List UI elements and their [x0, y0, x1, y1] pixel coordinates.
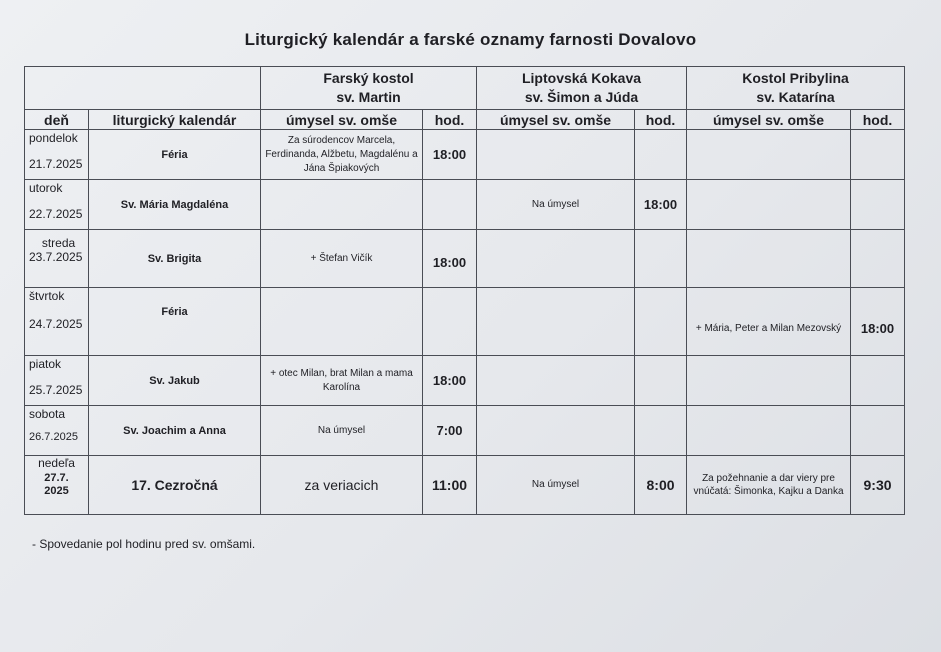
time-cell: 18:00 [423, 230, 477, 288]
day-cell: nedeľa 27.7. 2025 [25, 456, 89, 515]
intention-cell [687, 356, 851, 406]
intention-cell [477, 406, 635, 456]
time-cell: 18:00 [851, 288, 905, 356]
calendar-cell: Féria [89, 288, 261, 356]
calendar-cell: Sv. Brigita [89, 230, 261, 288]
day-cell: streda 23.7.2025 [25, 230, 89, 288]
day-cell: pondelok 21.7.2025 [25, 130, 89, 180]
col-intention-1: úmysel sv. omše [261, 110, 423, 130]
intention-cell [687, 406, 851, 456]
table-row [25, 406, 905, 456]
table-row [25, 130, 905, 180]
intention-cell [477, 230, 635, 288]
calendar-cell: Sv. Jakub [89, 356, 261, 406]
time-cell: 18:00 [423, 356, 477, 406]
col-hour-2: hod. [635, 110, 687, 130]
day-cell: štvrtok 24.7.2025 [25, 288, 89, 356]
time-cell: 11:00 [423, 456, 477, 515]
intention-cell: Na úmysel [261, 406, 423, 456]
calendar-cell: Sv. Mária Magdaléna [89, 180, 261, 230]
table-row [25, 456, 905, 515]
calendar-cell: Sv. Joachim a Anna [89, 406, 261, 456]
intention-cell: za veriacich [261, 456, 423, 515]
time-cell: 9:30 [851, 456, 905, 515]
intention-cell: Na úmysel [477, 180, 635, 230]
intention-cell [477, 356, 635, 406]
calendar-cell: 17. Cezročná [89, 456, 261, 515]
day-cell: utorok 22.7.2025 [25, 180, 89, 230]
col-hour-1: hod. [423, 110, 477, 130]
intention-cell [261, 180, 423, 230]
intention-cell: + otec Milan, brat Milan a mama Karolína [261, 356, 423, 406]
time-cell [851, 180, 905, 230]
time-cell [423, 180, 477, 230]
col-hour-3: hod. [851, 110, 905, 130]
time-cell: 8:00 [635, 456, 687, 515]
intention-cell [687, 180, 851, 230]
table-row [25, 230, 905, 288]
schedule-table [24, 66, 905, 515]
intention-cell: + Mária, Peter a Milan Mezovský [687, 288, 851, 356]
church-header-3: Kostol Pribylina sv. Katarína [687, 67, 905, 110]
time-cell [635, 406, 687, 456]
col-day: deň [25, 110, 89, 130]
intention-cell: Za súrodencov Marcela, Ferdinanda, Alžbetu, Magdalénu a Jána Špiakových [261, 130, 423, 180]
time-cell [635, 130, 687, 180]
intention-cell: Za požehnanie a dar viery pre vnúčatá: Šimonka, Kajku a Danka [687, 456, 851, 515]
time-cell: 18:00 [423, 130, 477, 180]
time-cell [635, 230, 687, 288]
intention-cell [477, 288, 635, 356]
table-row [25, 180, 905, 230]
time-cell [635, 356, 687, 406]
church-header-row [25, 67, 905, 110]
column-header-row [25, 110, 905, 130]
col-intention-2: úmysel sv. omše [477, 110, 635, 130]
time-cell: 18:00 [635, 180, 687, 230]
col-intention-3: úmysel sv. omše [687, 110, 851, 130]
time-cell [635, 288, 687, 356]
intention-cell: Na úmysel [477, 456, 635, 515]
time-cell [851, 230, 905, 288]
church-header-2: Liptovská Kokava sv. Šimon a Júda [477, 67, 687, 110]
col-calendar: liturgický kalendár [89, 110, 261, 130]
header-blank [25, 67, 261, 110]
time-cell [851, 356, 905, 406]
intention-cell [687, 230, 851, 288]
table-row [25, 356, 905, 406]
time-cell [851, 130, 905, 180]
calendar-cell: Féria [89, 130, 261, 180]
time-cell [423, 288, 477, 356]
time-cell [851, 406, 905, 456]
page-title: Liturgický kalendár a farské oznamy farnosti Dovalovo [244, 30, 697, 49]
church-header-1: Farský kostol sv. Martin [261, 67, 477, 110]
day-cell: piatok 25.7.2025 [25, 356, 89, 406]
table-row [25, 288, 905, 356]
intention-cell [477, 130, 635, 180]
time-cell: 7:00 [423, 406, 477, 456]
intention-cell [261, 288, 423, 356]
confession-note: - Spovedanie pol hodinu pred sv. omšami. [32, 537, 256, 551]
intention-cell [687, 130, 851, 180]
day-cell: sobota 26.7.2025 [25, 406, 89, 456]
intention-cell: + Štefan Vičík [261, 230, 423, 288]
